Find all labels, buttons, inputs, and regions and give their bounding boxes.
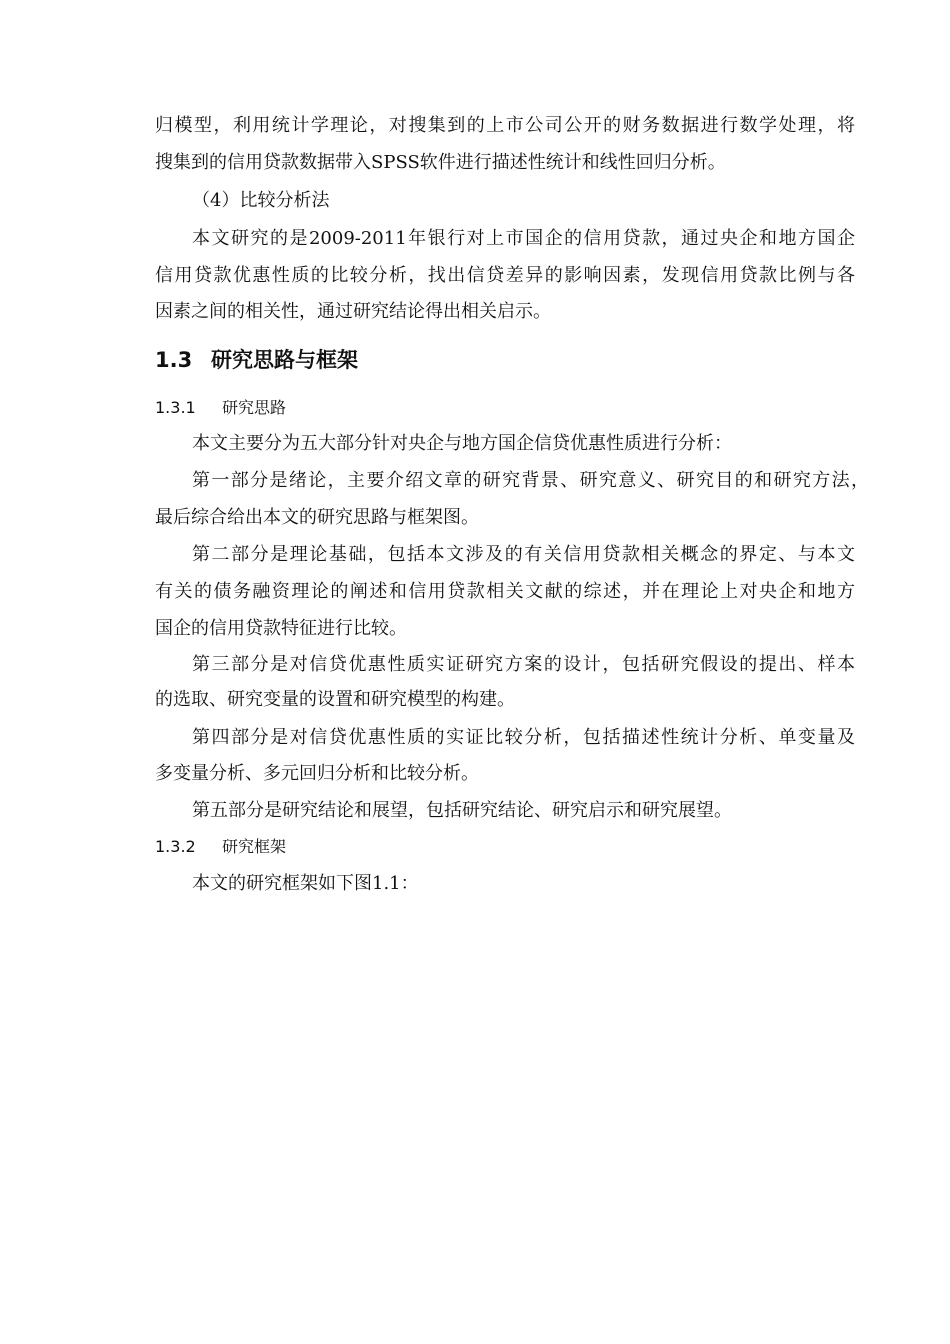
section-heading bbox=[155, 345, 358, 375]
subsection-title: 研究框架 bbox=[222, 837, 287, 856]
subsection-number: 1.3.2 bbox=[155, 837, 196, 856]
section-number: 1.3 bbox=[155, 348, 193, 372]
subsection-heading bbox=[155, 396, 286, 420]
paragraph-line: 因素之间的相关性，通过研究结论得出相关启示。 bbox=[155, 301, 551, 322]
paragraph-line: 归模型，利用统计学理论，对搜集到的上市公司公开的财务数据进行数学处理，将 bbox=[155, 115, 855, 136]
paragraph-line: 本文的研究框架如下图1.1： bbox=[192, 873, 419, 894]
paragraph-line: 有关的债务融资理论的阐述和信用贷款相关文献的综述，并在理论上对央企和地方 bbox=[155, 581, 855, 602]
paragraph-line: 信用贷款优惠性质的比较分析，找出信贷差异的影响因素，发现信用贷款比例与各 bbox=[155, 265, 855, 286]
paragraph-line: 国企的信用贷款特征进行比较。 bbox=[155, 618, 407, 639]
paragraph-line: 搜集到的信用贷款数据带入SPSS软件进行描述性统计和线性回归分析。 bbox=[155, 152, 726, 173]
paragraph-line: 第四部分是对信贷优惠性质的实证比较分析，包括描述性统计分析、单变量及 bbox=[192, 727, 855, 748]
paragraph-line: 本文研究的是2009-2011年银行对上市国企的信用贷款，通过央企和地方国企 bbox=[192, 228, 855, 249]
subsection-number: 1.3.1 bbox=[155, 398, 196, 417]
paragraph-line: 本文主要分为五大部分针对央企与地方国企信贷优惠性质进行分析： bbox=[192, 433, 732, 454]
list-item-label: （4）比较分析法 bbox=[192, 190, 330, 211]
paragraph-line: 第五部分是研究结论和展望，包括研究结论、研究启示和研究展望。 bbox=[192, 800, 732, 821]
paragraph-line: 第三部分是对信贷优惠性质实证研究方案的设计，包括研究假设的提出、样本 bbox=[192, 654, 855, 675]
paragraph-line: 第一部分是绪论，主要介绍文章的研究背景、研究意义、研究目的和研究方法， bbox=[192, 470, 869, 491]
paragraph-line: 的选取、研究变量的设置和研究模型的构建。 bbox=[155, 689, 515, 710]
paragraph-line: 最后综合给出本文的研究思路与框架图。 bbox=[155, 507, 479, 528]
paragraph-line: 多变量分析、多元回归分析和比较分析。 bbox=[155, 763, 479, 784]
paragraph-line: 第二部分是理论基础，包括本文涉及的有关信用贷款相关概念的界定、与本文 bbox=[192, 544, 855, 565]
subsection-heading bbox=[155, 835, 286, 859]
subsection-title: 研究思路 bbox=[222, 398, 287, 417]
section-title: 研究思路与框架 bbox=[211, 348, 358, 372]
